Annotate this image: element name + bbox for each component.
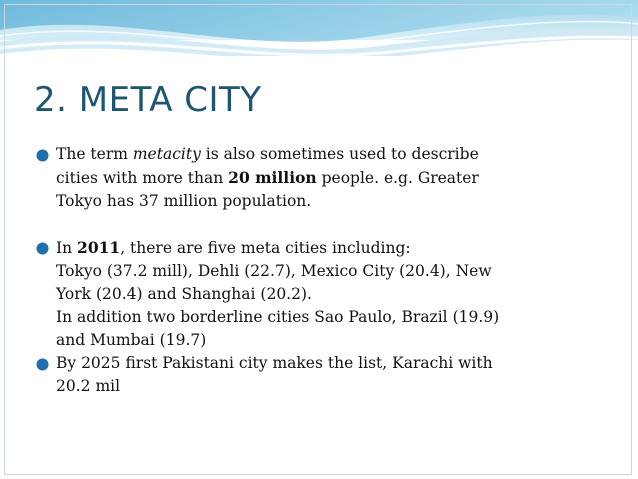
bullet-circle-icon bbox=[36, 358, 49, 371]
bullet-item bbox=[36, 236, 596, 352]
bullet-text-line: Tokyo (37.2 mill), Dehli (22.7), Mexico City (20.4), New bbox=[56, 262, 492, 280]
bullet-list bbox=[36, 143, 596, 398]
bullet-text-line: In addition two borderline cities Sao Paulo, Brazil (19.9) bbox=[56, 308, 500, 326]
bullet-text-line: and Mumbai (19.7) bbox=[56, 331, 207, 349]
paragraph-spacer bbox=[36, 213, 596, 236]
bullet-text-line: In 2011, there are five meta cities including: bbox=[56, 238, 411, 257]
bullet-text-line: York (20.4) and Shanghai (20.2). bbox=[56, 285, 312, 303]
bullet-circle-icon bbox=[36, 149, 49, 162]
bullet-circle-icon bbox=[36, 242, 49, 255]
bullet-text-line: By 2025 first Pakistani city makes the list, Karachi with bbox=[56, 354, 493, 372]
wave-decoration-graphic bbox=[0, 0, 638, 66]
bullet-item bbox=[36, 143, 596, 213]
header-wave-banner bbox=[0, 0, 638, 66]
bullet-text-line: 20.2 mil bbox=[56, 377, 121, 395]
bullet-text-line: cities with more than 20 million people. e.g. Greater bbox=[56, 168, 479, 187]
bullet-text-line: The term metacity is also sometimes used to describe bbox=[56, 145, 479, 163]
bullet-text-line: Tokyo has 37 million population. bbox=[56, 192, 312, 210]
bullet-item bbox=[36, 352, 596, 398]
slide-title: 2. META CITY bbox=[34, 80, 262, 120]
